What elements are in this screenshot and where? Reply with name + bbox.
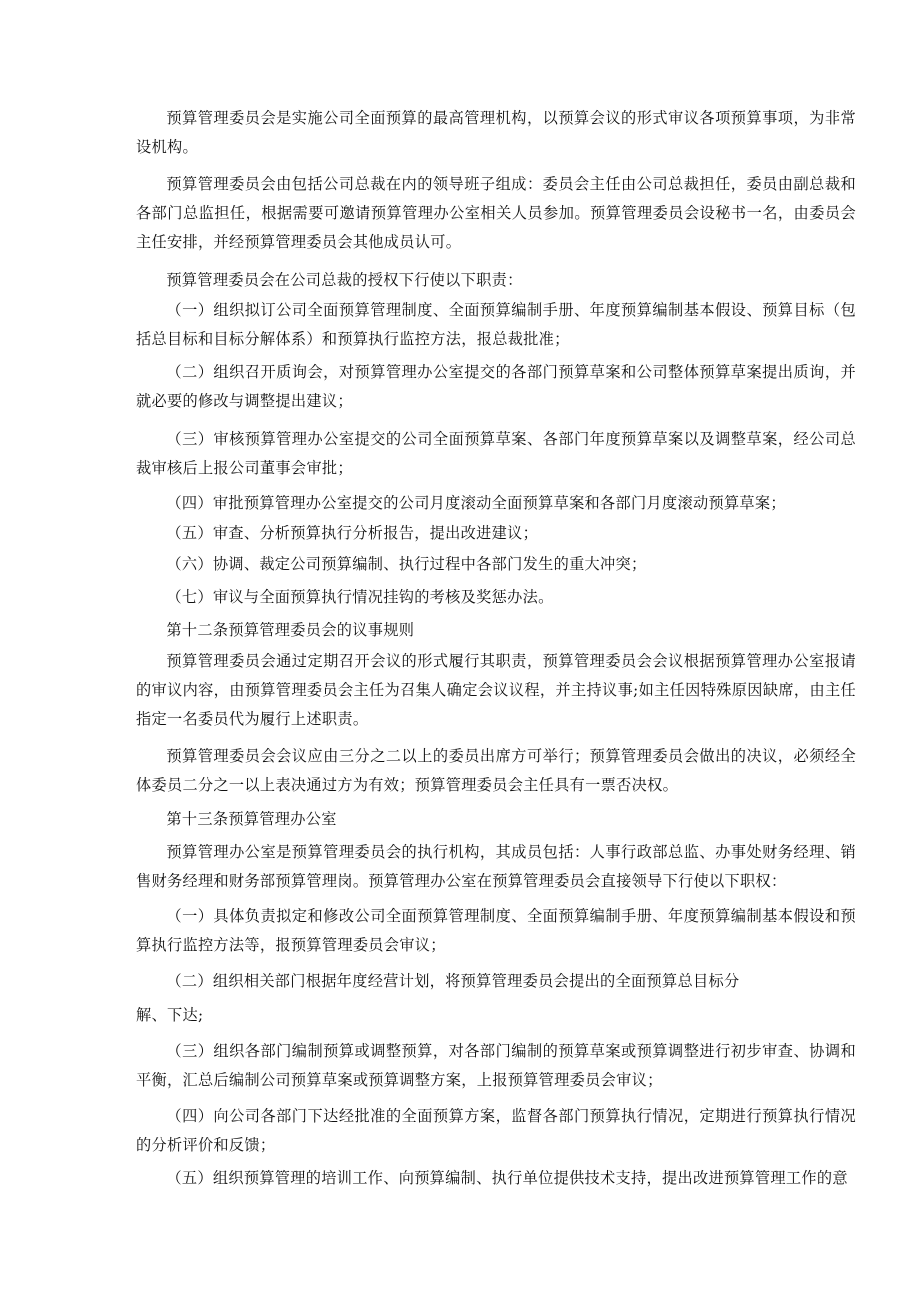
list-item-duty-3: （三）审核预算管理办公室提交的公司全面预算草案、各部门年度预算草案以及调整草案，经公司总裁审核后上报公司董事会审批； [136, 430, 856, 477]
paragraph-meeting-rules: 预算管理委员会通过定期召开会议的形式履行其职责，预算管理委员会会议根据预算管理办公室报请的审议内容，由预算管理委员会主任为召集人确定会议议程，并主持议事;如主任因特殊原因缺席，由主任指定一名委员代为履行上述职责。 [136, 652, 856, 728]
list-item-office-duty-2-continued: 解、下达; [136, 1006, 204, 1024]
list-item-office-duty-5: （五）组织预算管理的培训工作、向预算编制、执行单位提供技术支持，提出改进预算管理工作的意 [166, 1169, 848, 1187]
list-item-duty-5: （五）审查、分析预算执行分析报告，提出改进建议； [166, 524, 539, 542]
section-heading-article-12: 第十二条预算管理委员会的议事规则 [166, 621, 415, 639]
list-item-office-duty-1: （一）具体负责拟定和修改公司全面预算管理制度、全面预算编制手册、年度预算编制基本假设和预算执行监控方法等，报预算管理委员会审议； [136, 907, 856, 954]
paragraph-committee-duties-intro: 预算管理委员会在公司总裁的授权下行使以下职责： [166, 271, 523, 289]
list-item-duty-4: （四）审批预算管理办公室提交的公司月度滚动全面预算草案和各部门月度滚动预算草案； [166, 494, 786, 512]
paragraph-quorum-rules: 预算管理委员会会议应由三分之二以上的委员出席方可举行；预算管理委员会做出的决议，必须经全体委员二分之一以上表决通过方为有效；预算管理委员会主任具有一票否决权。 [136, 747, 856, 794]
list-item-office-duty-4: （四）向公司各部门下达经批准的全面预算方案，监督各部门预算执行情况，定期进行预算执行情况的分析评价和反馈； [136, 1107, 856, 1154]
paragraph-committee-definition: 预算管理委员会是实施公司全面预算的最高管理机构，以预算会议的形式审议各项预算事项，为非常设机构。 [136, 109, 856, 156]
list-item-duty-6: （六）协调、裁定公司预算编制、执行过程中各部门发生的重大冲突； [166, 555, 647, 573]
list-item-duty-7: （七）审议与全面预算执行情况挂钩的考核及奖惩办法。 [166, 588, 554, 606]
list-item-office-duty-3: （三）组织各部门编制预算或调整预算，对各部门编制的预算草案或预算调整进行初步审查、协调和平衡，汇总后编制公司预算草案或预算调整方案，上报预算管理委员会审议； [136, 1042, 856, 1089]
paragraph-committee-composition: 预算管理委员会由包括公司总裁在内的领导班子组成：委员会主任由公司总裁担任，委员由副总裁和各部门总监担任，根据需要可邀请预算管理办公室相关人员参加。预算管理委员会设秘书一名，由委员会主任安排，并经预算管理委员会其他成员认可。 [136, 175, 856, 251]
paragraph-office-definition: 预算管理办公室是预算管理委员会的执行机构，其成员包括：人事行政部总监、办事处财务经理、销售财务经理和财务部预算管理岗。预算管理办公室在预算管理委员会直接领导下行使以下职权： [136, 843, 856, 890]
list-item-duty-1: （一）组织拟订公司全面预算管理制度、全面预算编制手册、年度预算编制基本假设、预算目标（包括总目标和目标分解体系）和预算执行监控方法，报总裁批准； [136, 301, 856, 348]
list-item-office-duty-2: （二）组织相关部门根据年度经营计划，将预算管理委员会提出的全面预算总目标分 [166, 972, 740, 990]
section-heading-article-13: 第十三条预算管理办公室 [166, 810, 337, 828]
list-item-duty-2: （二）组织召开质询会，对预算管理办公室提交的各部门预算草案和公司整体预算草案提出质询，并就必要的修改与调整提出建议； [136, 363, 856, 410]
